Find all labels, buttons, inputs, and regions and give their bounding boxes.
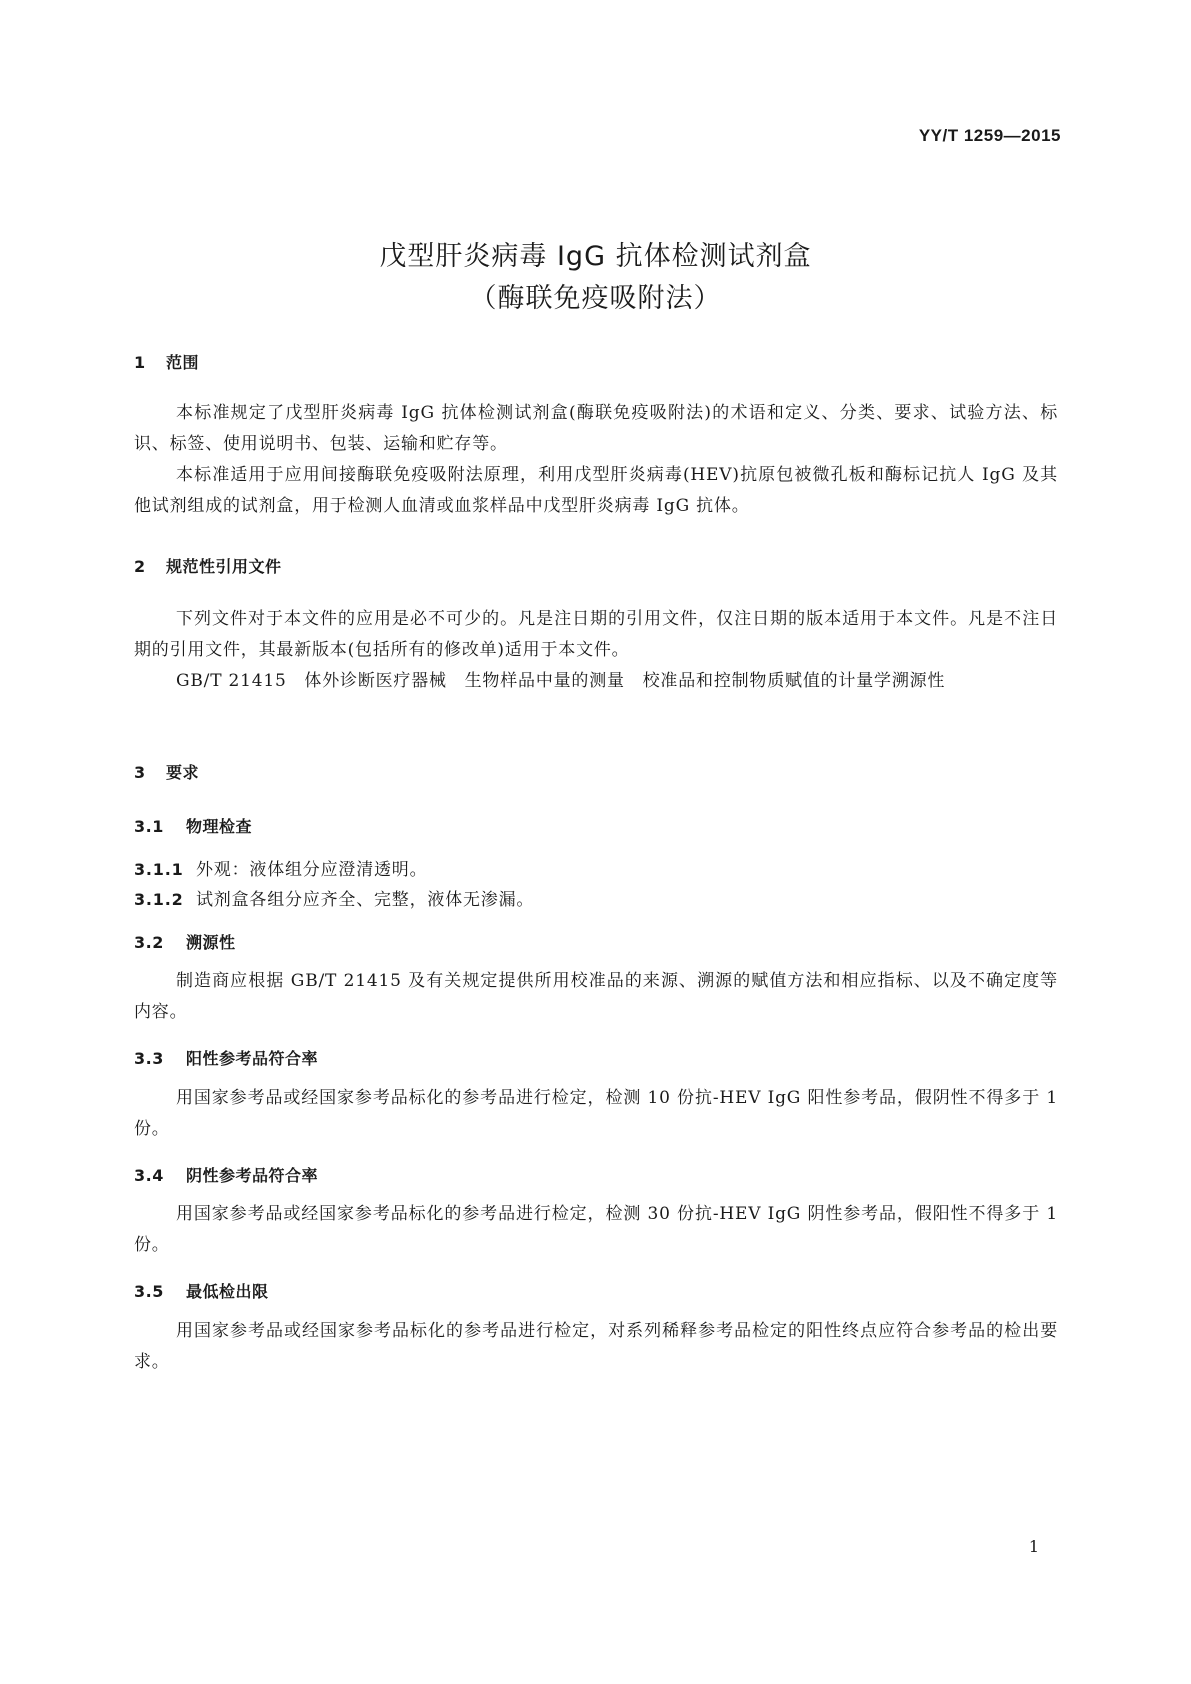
section-3-heading: [134, 760, 199, 783]
section-1-paragraph-2: 本标准适用于应用间接酶联免疫吸附法原理，利用戊型肝炎病毒(HEV)抗原包被微孔板和酶标记抗人 IgG 及其他试剂组成的试剂盒，用于检测人血清或血浆样品中戊型肝炎病毒 IgG 抗体。: [134, 465, 1058, 516]
section-number: 3.1: [134, 817, 164, 836]
section-3-2-paragraph: 制造商应根据 GB/T 21415 及有关规定提供所用校准品的来源、溯源的赋值方法和相应指标、以及不确定度等内容。: [134, 971, 1058, 1022]
section-number: 1: [134, 353, 146, 372]
section-number: 3.4: [134, 1166, 164, 1185]
item-text: 外观：液体组分应澄清透明。: [196, 860, 428, 880]
section-number: 2: [134, 557, 146, 576]
document-subtitle: （酶联免疫吸附法）: [469, 283, 722, 314]
section-title: 最低检出限: [186, 1282, 269, 1301]
section-3-2-heading: [134, 930, 236, 953]
section-title: 要求: [166, 763, 200, 782]
section-number: 3.2: [134, 933, 164, 952]
list-item-3-1-1: [134, 855, 1058, 880]
section-title: 规范性引用文件: [166, 557, 282, 576]
section-2-heading: [134, 554, 282, 577]
section-number: 3.5: [134, 1282, 164, 1301]
section-3-4-paragraph: 用国家参考品或经国家参考品标化的参考品进行检定，检测 30 份抗-HEV IgG 阴性参考品，假阳性不得多于 1 份。: [134, 1204, 1058, 1255]
item-text: 试剂盒各组分应齐全、完整，液体无渗漏。: [196, 890, 535, 910]
item-number: 3.1.2: [134, 890, 184, 909]
section-3-5-paragraph: 用国家参考品或经国家参考品标化的参考品进行检定，对系列稀释参考品检定的阳性终点应符合参考品的检出要求。: [134, 1321, 1058, 1372]
section-3-5-heading: [134, 1279, 269, 1302]
section-title: 阳性参考品符合率: [186, 1049, 319, 1068]
list-item-3-1-2: [134, 885, 1058, 910]
section-1-heading: [134, 350, 199, 373]
document-title: 戊型肝炎病毒 IgG 抗体检测试剂盒: [379, 241, 812, 272]
section-2-reference: GB/T 21415 体外诊断医疗器械 生物样品中量的测量 校准品和控制物质赋值的计量学溯源性: [176, 671, 946, 691]
section-title: 溯源性: [186, 933, 236, 952]
section-3-4-heading: [134, 1163, 318, 1186]
item-number: 3.1.1: [134, 860, 184, 879]
section-2-paragraph-1: 下列文件对于本文件的应用是必不可少的。凡是注日期的引用文件，仅注日期的版本适用于本文件。凡是不注日期的引用文件，其最新版本(包括所有的修改单)适用于本文件。: [134, 609, 1058, 660]
section-number: 3: [134, 763, 146, 782]
section-1-paragraph-1: 本标准规定了戊型肝炎病毒 IgG 抗体检测试剂盒(酶联免疫吸附法)的术语和定义、分类、要求、试验方法、标识、标签、使用说明书、包装、运输和贮存等。: [134, 403, 1058, 454]
section-title: 范围: [166, 353, 200, 372]
section-3-3-paragraph: 用国家参考品或经国家参考品标化的参考品进行检定，检测 10 份抗-HEV IgG 阳性参考品，假阴性不得多于 1 份。: [134, 1088, 1058, 1139]
standard-code: YY/T 1259—2015: [918, 126, 1061, 145]
section-title: 阴性参考品符合率: [186, 1166, 319, 1185]
page-number: 1: [1028, 1537, 1039, 1556]
section-number: 3.3: [134, 1049, 164, 1068]
section-3-3-heading: [134, 1046, 318, 1069]
section-3-1-heading: [134, 814, 252, 837]
section-title: 物理检查: [186, 817, 253, 836]
